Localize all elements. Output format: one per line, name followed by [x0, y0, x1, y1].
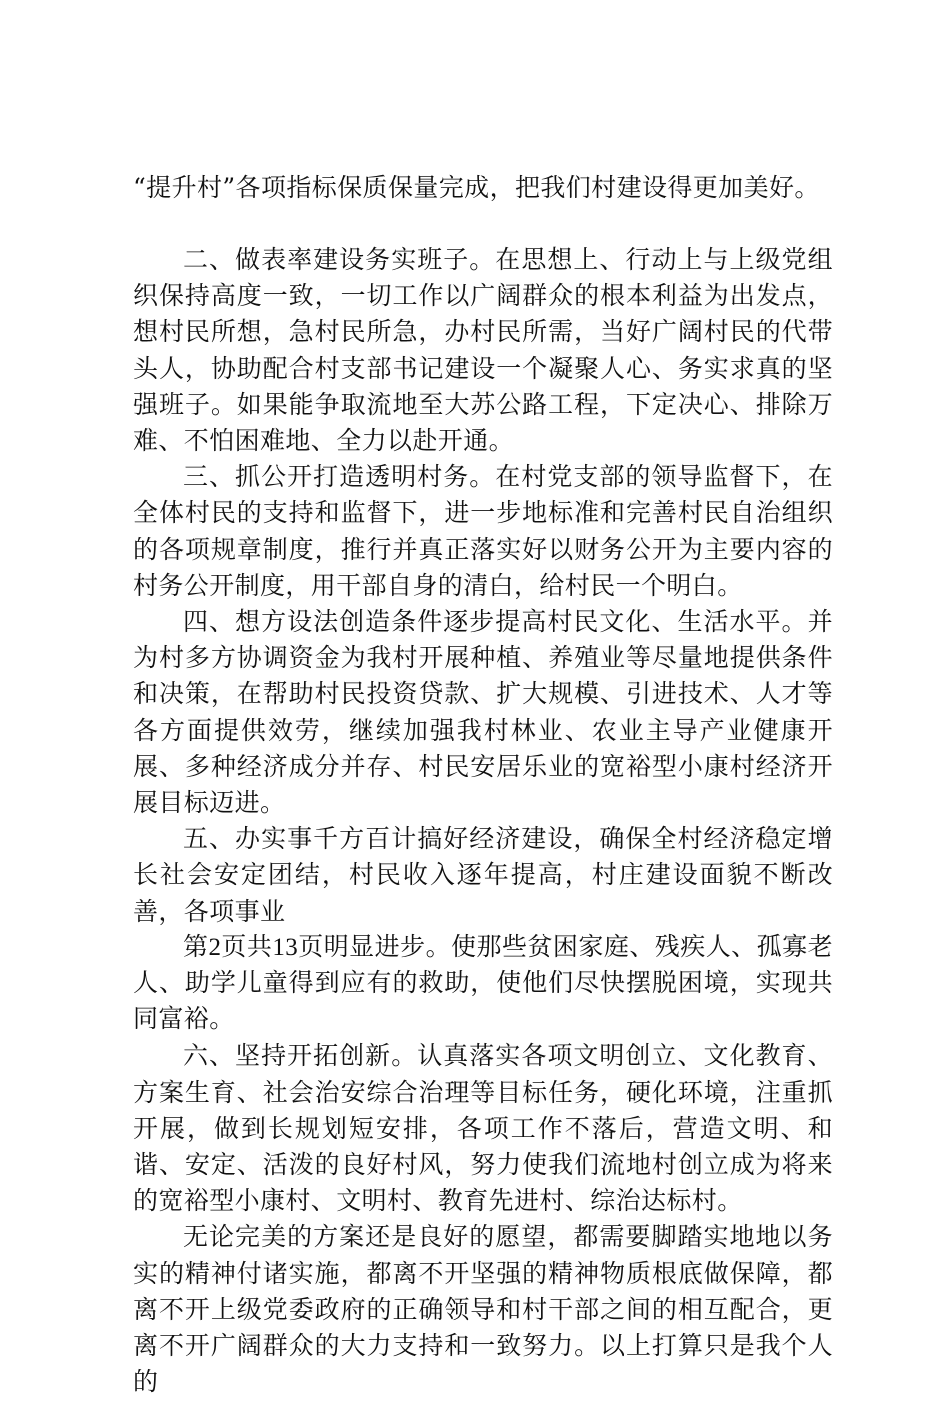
paragraph-4: 四、想方设法创造条件逐步提高村民文化、生活水平。并为村多方协调资金为我村开展种植、养殖业等尽量地提供条件和决策，在帮助村民投资贷款、扩大规模、引进技术、人才等各方面提供效劳，继续加强我村林业、农业主导产业健康开展、多种经济成分并存、村民安居乐业的宽裕型小康村经济开展目标迈进。	[133, 607, 833, 818]
paragraph-7: 六、坚持开拓创新。认真落实各项文明创立、文化教育、方案生育、社会治安综合治理等目标任务，硬化环境，注重抓开展，做到长规划短安排，各项工作不落后，营造文明、和谐、安定、活泼的良好村风，努力使我们流地村创立成为将来的宽裕型小康村、文明村、教育先进村、综治达标村。	[133, 1041, 833, 1216]
paragraph-continuation	[133, 170, 833, 206]
paragraph-1: “提升村”各项指标保质保量完成，把我们村建设得更加美好。	[133, 173, 820, 202]
paragraph-3: 三、抓公开打造透明村务。在村党支部的领导监督下，在全体村民的支持和监督下，进一步地标准和完善村民自治组织的各项规章制度，推行并真正落实好以财务公开为主要内容的村务公开制度，用干部自身的清白，给村民一个明白。	[133, 462, 833, 600]
paragraph-2: 二、做表率建设务实班子。在思想上、行动上与上级党组织保持高度一致，一切工作以广阔群众的根本利益为出发点，想村民所想，急村民所急，办村民所需，当好广阔村民的代带头人，协助配合村支部书记建设一个凝聚人心、务实求真的坚强班子。如果能争取流地至大苏公路工程，下定决心、排除万难、不怕困难地、全力以赴开通。	[133, 245, 833, 456]
body-text	[133, 242, 833, 1401]
paragraph-6-page-marker: 第2页共13页明显进步。使那些贫困家庭、残疾人、孤寡老人、助学儿童得到应有的救助，使他们尽快摆脱困境，实现共同富裕。	[133, 933, 833, 1034]
paragraph-8: 无论完美的方案还是良好的愿望，都需要脚踏实地地以务实的精神付诸实施，都离不开坚强的精神物质根底做保障，都离不开上级党委政府的正确领导和村干部之间的相互配合，更离不开广阔群众的大力支持和一致努力。以上打算只是我个人的	[133, 1222, 833, 1397]
paragraph-5: 五、办实事千方百计搞好经济建设，确保全村经济稳定增长社会安定团结，村民收入逐年提高，村庄建设面貌不断改善，各项事业	[133, 824, 833, 926]
